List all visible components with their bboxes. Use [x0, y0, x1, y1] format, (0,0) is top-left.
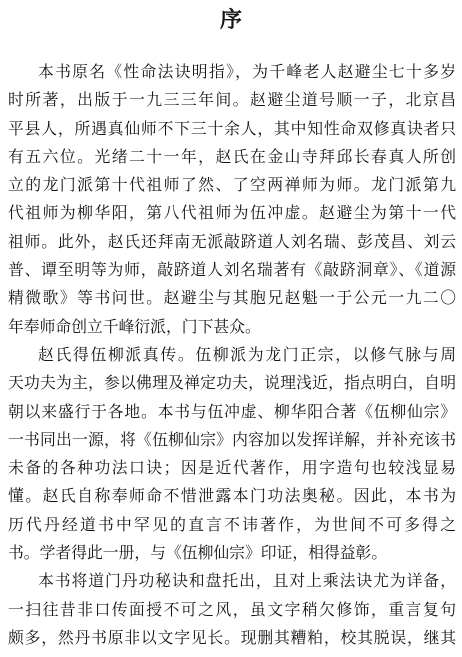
text-line: 颇多，然丹书原非以文字见长。现删其糟粕，校其脱误，继其 — [8, 627, 456, 647]
text-line: 平县人，所遇真仙师不下三十余人，其中知性命双修真诀者只 — [8, 118, 456, 138]
text-line: 朝以来盛行于各地。本书与伍冲虚、柳华阳合著《伍柳仙宗》 — [8, 401, 456, 421]
text-line: 天功夫为主，参以佛理及禅定功夫，说理浅近，指点明白，自明 — [8, 373, 456, 393]
text-line: 一扫往昔非口传面授不可之风，虽文字稍欠修饰，重言复句 — [8, 599, 456, 619]
text-line: 历代丹经道书中罕见的直言不讳著作，为世间不可多得之 — [8, 514, 456, 534]
text-line: 立的龙门派第十代祖师了然、了空两禅师为师。龙门派第九 — [8, 175, 456, 195]
text-line: 赵氏得伍柳派真传。伍柳派为龙门正宗，以修气脉与周 — [38, 344, 456, 364]
text-line: 书。学者得此一册，与《伍柳仙宗》印证，相得益彰。 — [8, 543, 388, 563]
paragraph-3 — [8, 567, 456, 652]
paragraph-2 — [8, 341, 456, 567]
text-line: 本书原名《性命法诀明指》，为千峰老人赵避尘七十多岁 — [38, 62, 456, 81]
text-line: 精微歌》等书问世。赵避尘与其胞兄赵魁一于公元一九二〇 — [8, 288, 456, 308]
paragraph-1 — [8, 58, 456, 341]
preface-title: 序 — [219, 7, 242, 33]
text-line: 祖师。此外，赵氏还拜南无派敲跻道人刘名瑞、彭茂昌、刘云 — [8, 231, 456, 251]
text-line: 时所著，出版于一九三三年间。赵避尘道号顺一子，北京昌 — [8, 90, 456, 110]
text-line: 代祖师为柳华阳，第八代祖师为伍冲虚。赵避尘为第十一代 — [8, 203, 456, 223]
text-line: 有五六位。光绪二十一年，赵氏在金山寺拜邱长春真人所创 — [8, 146, 456, 166]
text-line: 普、谭至明等为师，敲跻道人刘名瑞著有《敲跻洞章》、《道源 — [8, 260, 456, 280]
text-line: 懂。赵氏自称奉师命不惜泄露本门功法奥秘。因此，本书为 — [8, 486, 456, 506]
text-line: 未备的各种功法口诀；因是近代著作，用字造句也较浅显易 — [8, 458, 456, 478]
preface-body — [8, 58, 456, 652]
text-line: 一书同出一源，将《伍柳仙宗》内容加以发挥详解，并补充该书 — [8, 429, 456, 449]
text-line: 年奉师命创立千峰衍派，门下甚众。 — [8, 316, 261, 336]
text-line: 本书将道门丹功秘诀和盘托出，且对上乘法诀尤为详备， — [38, 571, 456, 591]
